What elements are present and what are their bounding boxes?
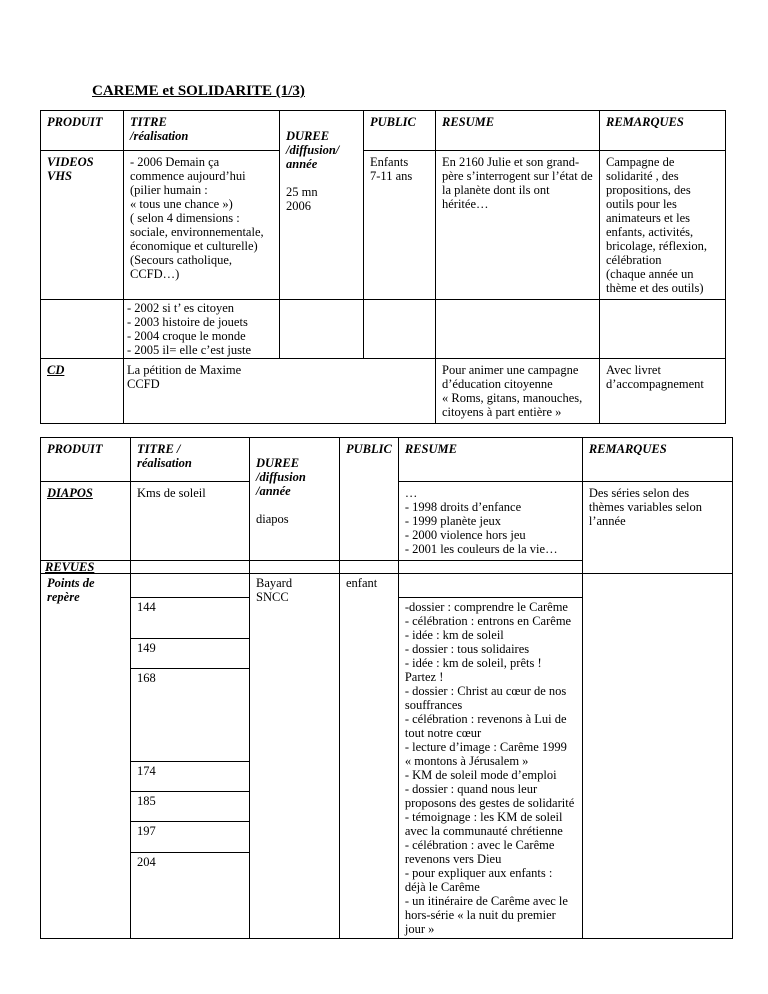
- header-duree: [250, 438, 340, 561]
- diapos-resume: … - 1998 droits d’enfance - 1999 planète jeux - 2000 violence hors jeu - 2001 les couleurs de la vie…: [398, 482, 582, 561]
- revue-number: 174: [131, 762, 250, 792]
- videos-titre: - 2006 Demain ça commence aujourd’hui (pilier humain : « tous une chance ») ( selon 4 dimensions : sociale, environnementale, économique et culturelle) (Secours catholique, CCFD…): [124, 151, 280, 300]
- empty-cell: [436, 300, 600, 359]
- revue-number: 185: [131, 792, 250, 822]
- empty-cell: [131, 574, 250, 598]
- empty-cell: [600, 300, 726, 359]
- revues-public: enfant: [340, 574, 399, 939]
- cd-titre: La pétition de Maxime CCFD: [124, 359, 436, 424]
- revues-duree: Bayard SNCC: [250, 574, 340, 939]
- diapos-produit: DIAPOS: [41, 482, 131, 561]
- empty-cell: [131, 561, 250, 574]
- header-duree-label: DUREE /diffusion /année: [256, 456, 306, 498]
- revue-number: 144: [131, 598, 250, 639]
- videos-resume: En 2160 Julie et son grand-père s’interrogent sur l’état de la planète dont ils ont héritée…: [436, 151, 600, 300]
- diapos-titre: Kms de soleil: [131, 482, 250, 561]
- page-title: CAREME et SOLIDARITE (1/3): [92, 83, 305, 99]
- empty-cell: [364, 300, 436, 359]
- empty-cell: [582, 574, 732, 939]
- header-produit: PRODUIT: [41, 438, 131, 482]
- cd-remarques: Avec livret d’accompagnement: [600, 359, 726, 424]
- revues-sub: Points de repère: [41, 574, 131, 939]
- videos-duree: 25 mn 2006: [286, 185, 318, 213]
- table-row: [41, 151, 726, 300]
- diapos-duree: diapos: [256, 512, 289, 526]
- table-header-row: [41, 438, 733, 482]
- header-titre: TITRE / réalisation: [131, 438, 250, 482]
- revue-number: 149: [131, 639, 250, 669]
- videos-produit: VIDEOS VHS: [41, 151, 124, 300]
- empty-cell: [398, 574, 582, 598]
- empty-cell: [398, 561, 582, 574]
- revues-produit: REVUES: [41, 561, 131, 574]
- videos-public: Enfants 7-11 ans: [364, 151, 436, 300]
- header-duree-label: DUREE /diffusion/ année: [286, 129, 340, 171]
- years-list: - 2002 si t’ es citoyen - 2003 histoire de jouets - 2004 croque le monde - 2005 il= elle c’est juste: [124, 300, 280, 359]
- media-table-1: [40, 110, 726, 424]
- cd-produit: CD: [41, 359, 124, 424]
- header-resume: RESUME: [436, 111, 600, 151]
- diapos-remarques: Des séries selon des thèmes variables selon l’année: [582, 482, 732, 574]
- cd-resume: Pour animer une campagne d’éducation citoyenne « Roms, gitans, manouches, citoyens à part entière »: [436, 359, 600, 424]
- empty-cell: [250, 561, 340, 574]
- media-table-2: [40, 437, 733, 939]
- empty-cell: [41, 300, 124, 359]
- header-produit: PRODUIT: [41, 111, 124, 151]
- empty-cell: [340, 561, 399, 574]
- header-public: PUBLIC: [340, 438, 399, 561]
- revue-number: 204: [131, 852, 250, 938]
- revues-resume: -dossier : comprendre le Carême - célébration : entrons en Carême - idée : km de soleil - dossier : tous solidaires - idée : km de soleil, prêts ! Partez ! - dossier : Christ au cœur de nos souffrances - célébration : revenons à Lui de tout notre cœur - lecture d’image : Carême 1999 « montons à Jérusalem » - KM de soleil mode d’emploi - dossier : quand nous leur proposons des gestes de solidarité - témoignage : les KM de soleil avec la communauté chrétienne - célébration : avec le Carême revenons vers Dieu - pour expliquer aux enfants : déjà le Carême - un itinéraire de Carême avec le hors-série « la nuit du premier jour »: [398, 598, 582, 939]
- header-resume: RESUME: [398, 438, 582, 482]
- header-remarques: REMARQUES: [600, 111, 726, 151]
- empty-cell: [280, 300, 364, 359]
- table-row: [41, 300, 726, 359]
- revue-number: 168: [131, 669, 250, 762]
- table-row: [41, 359, 726, 424]
- videos-remarques: Campagne de solidarité , des propositions, des outils pour les animateurs et les enfants, activités, bricolage, réflexion, célébration (chaque année un thème et des outils): [600, 151, 726, 300]
- table-header-row: [41, 111, 726, 151]
- header-remarques: REMARQUES: [582, 438, 732, 482]
- revue-number: 197: [131, 822, 250, 852]
- table-row: [41, 574, 733, 598]
- header-duree: [280, 111, 364, 300]
- header-public: PUBLIC: [364, 111, 436, 151]
- header-titre: TITRE /réalisation: [124, 111, 280, 151]
